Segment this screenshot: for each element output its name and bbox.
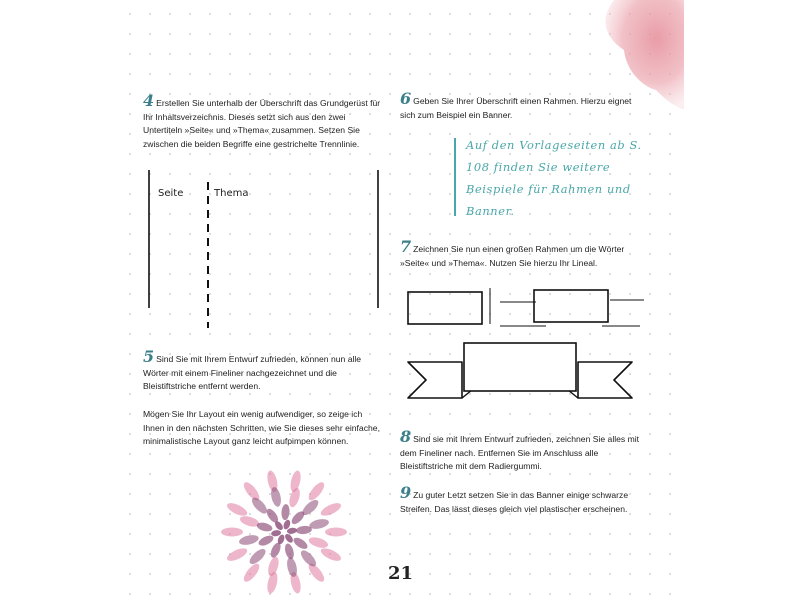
sketch-label-seite: Seite [158,188,184,199]
flower-petal [221,528,243,537]
step-9 [400,483,640,516]
step-text: Zeichnen Sie nun einen großen Rahmen um die Wörter »Seite« und »Thema«. Nutzen Sie hierzu Ihr Lineal. [400,244,625,268]
flower-illustration [214,462,354,600]
step-5 [143,347,383,394]
flower-petal [292,535,310,551]
step-number: 4 [143,91,155,110]
banner-sketch [404,340,636,408]
step-number: 6 [400,89,412,108]
frames-sketch [406,286,646,330]
template-note: Auf den Vorlageseiten ab S. 108 finden Sie weitere Beispiele für Rahmen und Banner. [454,134,662,222]
step-number: 8 [400,427,412,446]
flower-petal [225,501,249,519]
flower-petal [306,480,327,503]
step-8 [400,427,640,474]
step-text: Sind sie mit Ihrem Entwurf zufrieden, zeichnen Sie alles mit dem Fineliner nach. Entfernen Sie im Anschluss alle Bleistiftstriche mit dem Radiergummi. [400,434,640,472]
page-number: 21 [388,563,414,584]
step-7 [400,237,640,270]
flower-petal [247,546,268,566]
flower-petal [266,556,281,578]
flower-petal [225,546,249,564]
step-6 [400,89,636,122]
flower-petal [238,533,259,546]
step-number: 5 [143,347,155,366]
flower-petal [271,530,282,537]
flower-petal [241,561,262,584]
flower-petal [308,535,330,550]
flower-petal [287,527,298,534]
step-number: 7 [400,237,412,256]
step-4 [143,91,383,151]
flower-petal [257,534,275,548]
flower-petal [281,504,290,521]
flower-petal [287,487,302,509]
flower-petal [319,546,343,564]
flower-petal [325,528,347,537]
flower-petal [284,533,295,545]
flower-petal [319,501,343,519]
step-number: 9 [400,483,412,502]
step-text: Erstellen Sie unterhalb der Überschrift das Grundgerüst für Ihr Inhaltsverzeichnis. Dieses setzt sich aus den zwei Untertiteln »Seite« und »Thema« zusammen. Setzen Sie zwischen die beiden Begriffe eine gestrichelte Trennlinie. [143,98,381,149]
sketch-label-thema: Thema [214,188,249,199]
book-page [116,0,684,600]
extra-paragraph: Mögen Sie Ihr Layout ein wenig aufwendiger, so zeige ich Ihnen in den nächsten Schritten, wie Sie dieses sehr einfache, minimalistische Layout ganz leicht aufpimpen können. [143,409,380,447]
step-text: Sind Sie mit Ihrem Entwurf zufrieden, können nun alle Wörter mit einem Fineliner nachgezeichnet und die Bleistiftstriche entfernt werden. [143,354,362,392]
step-text: Zu guter Letzt setzen Sie in das Banner einige schwarze Streifen. Das lässt dieses gleich viel plastischer erscheinen. [400,490,629,514]
flower-petal [283,543,295,561]
step-text: Geben Sie Ihrer Überschrift einen Rahmen. Hierzu eignet sich zum Beispiel ein Banner. [400,96,632,120]
